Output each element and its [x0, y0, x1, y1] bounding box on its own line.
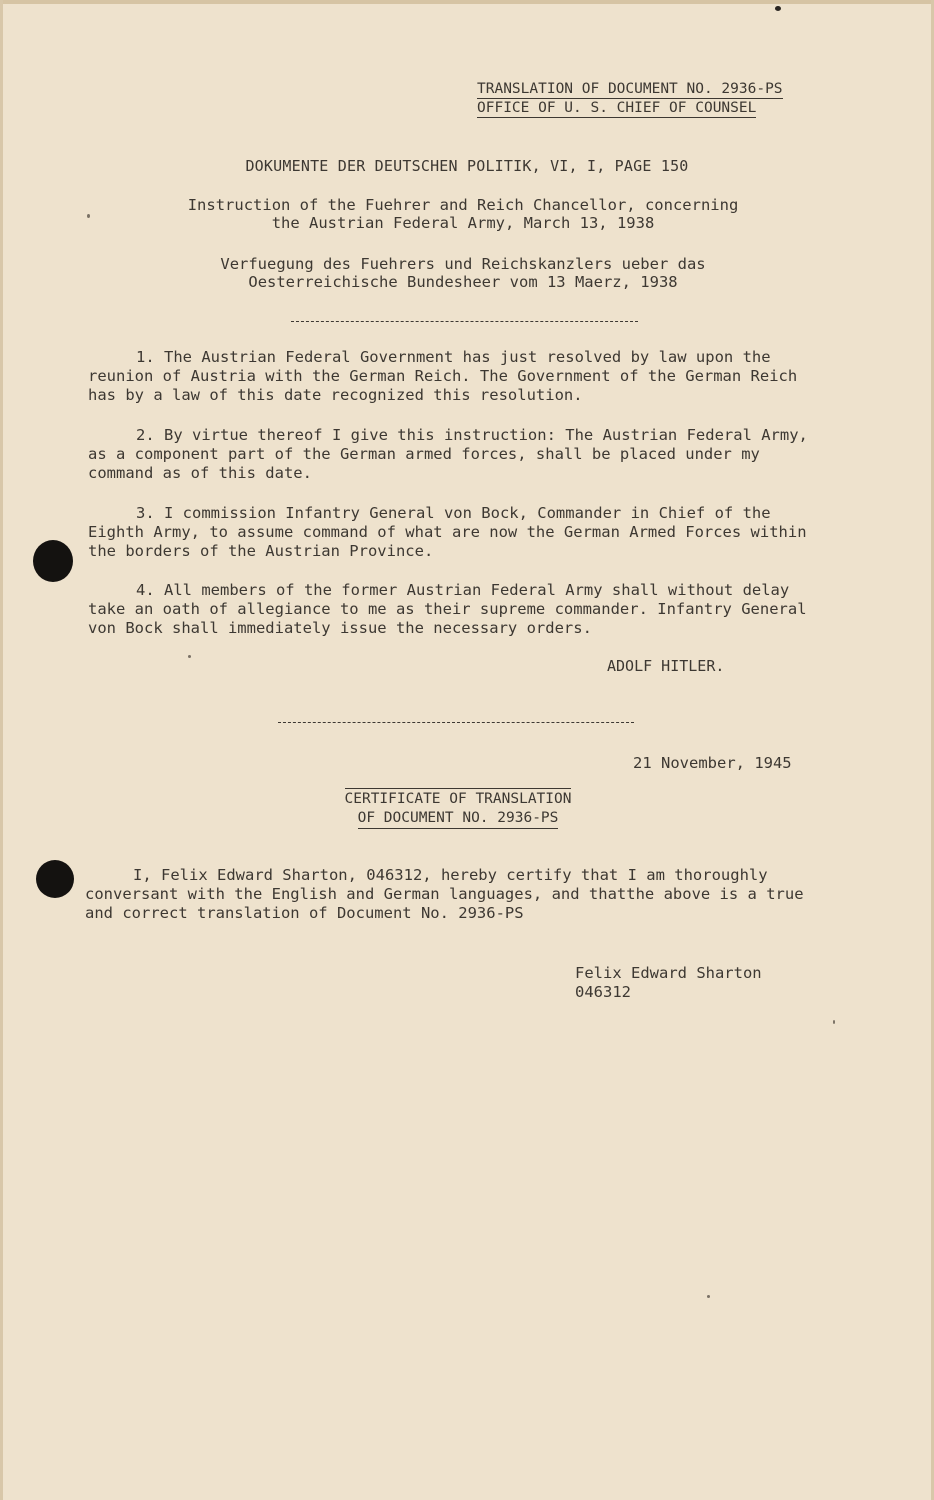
certificate-line-1: I, Felix Edward Sharton, 046312, hereby certify that I am thoroughly: [133, 866, 768, 884]
certificate-title: [303, 788, 613, 829]
ink-speck: [188, 655, 191, 658]
certificate-date: 21 November, 1945: [633, 754, 792, 772]
paragraph-2-line-1: 2. By virtue thereof I give this instruction: The Austrian Federal Army,: [136, 426, 808, 444]
paragraph-3-line-2: Eighth Army, to assume command of what are now the German Armed Forces within: [88, 523, 807, 541]
certificate-title-line-1: CERTIFICATE OF TRANSLATION: [345, 788, 572, 809]
paragraph-2-line-2: as a component part of the German armed forces, shall be placed under my: [88, 445, 760, 463]
title-english-line-1: Instruction of the Fuehrer and Reich Chancellor, concerning: [187, 196, 739, 214]
ink-speck: [833, 1020, 835, 1024]
ink-speck: [707, 1295, 710, 1298]
certificate-line-3: and correct translation of Document No. 2936-PS: [85, 904, 524, 922]
punch-hole-lower: [36, 860, 74, 898]
source-citation: DOKUMENTE DER DEUTSCHEN POLITIK, VI, I, PAGE 150: [245, 157, 689, 175]
document-header: [477, 80, 817, 118]
paragraph-2-line-3: command as of this date.: [88, 464, 312, 482]
divider-top: [291, 321, 638, 322]
title-english: [153, 196, 773, 232]
title-english-line-2: the Austrian Federal Army, March 13, 1938: [271, 214, 655, 232]
certificate-title-line-2: OF DOCUMENT NO. 2936-PS: [358, 809, 559, 829]
header-line-1: TRANSLATION OF DOCUMENT NO. 2936-PS: [477, 81, 783, 97]
paragraph-3-line-3: the borders of the Austrian Province.: [88, 542, 434, 560]
paragraph-4-line-1: 4. All members of the former Austrian Federal Army shall without delay: [136, 581, 790, 599]
divider-bottom: [278, 722, 634, 723]
paragraph-3: [88, 504, 858, 561]
translator-signature: [575, 964, 762, 1002]
paragraph-1: [88, 348, 858, 405]
ink-speck: [87, 214, 90, 218]
paragraph-4-line-3: von Bock shall immediately issue the necessary orders.: [88, 619, 592, 637]
translator-name: Felix Edward Sharton: [575, 964, 762, 982]
title-german-line-2: Oesterreichische Bundesheer vom 13 Maerz, 1938: [248, 273, 678, 291]
paragraph-1-line-3: has by a law of this date recognized this resolution.: [88, 386, 583, 404]
paragraph-4-line-2: take an oath of allegiance to me as their supreme commander. Infantry General: [88, 600, 807, 618]
paragraph-2: [88, 426, 858, 483]
translator-number: 046312: [575, 983, 631, 1001]
certificate-statement: [85, 866, 845, 923]
paragraph-3-line-1: 3. I commission Infantry General von Bock, Commander in Chief of the: [136, 504, 771, 522]
paragraph-1-line-1: 1. The Austrian Federal Government has just resolved by law upon the: [136, 348, 771, 366]
punch-hole-upper: [33, 540, 73, 582]
paragraph-4: [88, 581, 858, 638]
title-german-line-1: Verfuegung des Fuehrers und Reichskanzlers ueber das: [220, 255, 706, 273]
title-german: [153, 255, 773, 291]
ink-speck: [775, 6, 781, 11]
signature: ADOLF HITLER.: [607, 657, 725, 675]
header-line-2: OFFICE OF U. S. CHIEF OF COUNSEL: [477, 100, 757, 116]
paragraph-1-line-2: reunion of Austria with the German Reich. The Government of the German Reich: [88, 367, 798, 385]
certificate-line-2: conversant with the English and German languages, and thatthe above is a true: [85, 885, 804, 903]
